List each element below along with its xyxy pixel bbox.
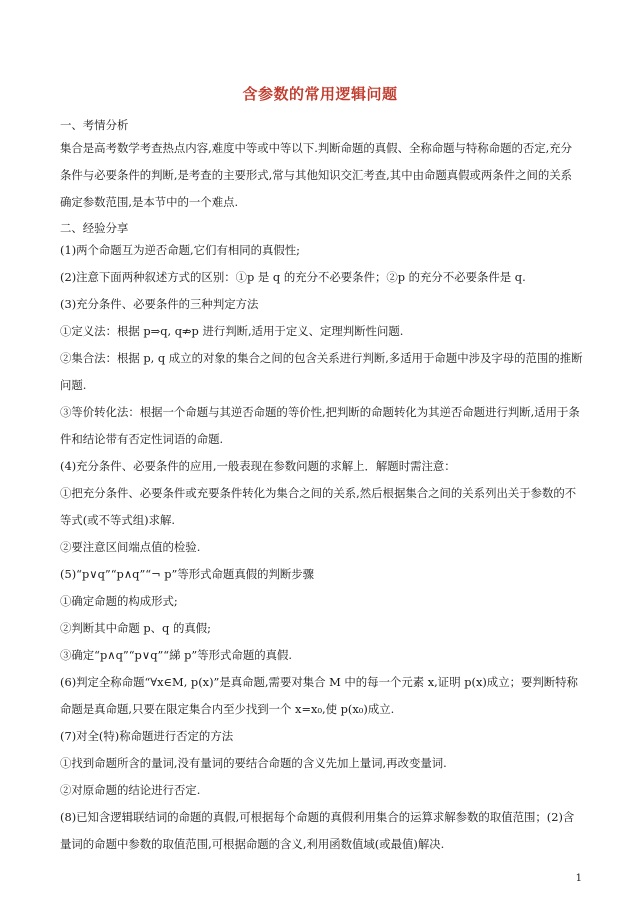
- list-item: ③等价转化法：根据一个命题与其逆否命题的等价性,把判断的命题转化为其逆否命题进行判断,适用于条: [60, 405, 580, 419]
- list-item: ①确定命题的构成形式;: [60, 594, 178, 608]
- list-item: (8)已知含逻辑联结词的命题的真假,可根据每个命题的真假利用集合的运算求解参数的取值范围；(2)含: [60, 810, 575, 824]
- analysis-line: 确定参数范围,是本节中的一个难点.: [60, 195, 239, 209]
- list-item: 问题.: [60, 378, 87, 392]
- list-item: 等式(或不等式组)求解.: [60, 513, 176, 527]
- page-title: 含参数的常用逻辑问题: [242, 85, 398, 103]
- list-item: 件和结论带有否定性词语的命题.: [60, 432, 224, 446]
- list-item: (6)判定全称命题“∀x∈M, p(x)”是真命题,需要对集合 M 中的每一个元素 x,证明 p(x)成立；要判断特称: [60, 675, 578, 689]
- page-number: 1: [575, 873, 582, 884]
- list-item: (5)“p∨q”“p∧q”“¬ p”等形式命题真假的判断步骤: [60, 567, 315, 581]
- list-item: (4)充分条件、必要条件的应用,一般表现在参数问题的求解上．解题时需注意：: [60, 459, 456, 473]
- section-heading-experience: 二、经验分享: [60, 221, 129, 235]
- list-item: 命题是真命题,只要在限定集合内至少找到一个 x=x₀,使 p(x₀)成立.: [60, 702, 395, 716]
- experience-list: [60, 237, 582, 858]
- section-heading-analysis: 一、考情分析: [60, 118, 129, 132]
- list-item: (1)两个命题互为逆否命题,它们有相同的真假性;: [60, 243, 301, 257]
- list-item: (2)注意下面两种叙述方式的区别：①p 是 q 的充分不必要条件；②p 的充分不必要条件是 q.: [60, 270, 526, 284]
- list-item: ②对原命题的结论进行否定.: [60, 783, 201, 797]
- list-item: ②要注意区间端点值的检验.: [60, 540, 201, 554]
- analysis-line: 集合是高考数学考查热点内容,难度中等或中等以下.判断命题的真假、全称命题与特称命题的否定,充分: [60, 141, 573, 155]
- list-item: ②集合法：根据 p, q 成立的对象的集合之间的包含关系进行判断,多适用于命题中涉及字母的范围的推断: [60, 351, 583, 365]
- list-item: ②判断其中命题 p、q 的真假;: [60, 621, 211, 635]
- analysis-paragraph: [60, 135, 582, 216]
- list-item: (3)充分条件、必要条件的三种判定方法: [60, 297, 259, 311]
- list-item: ③确定“p∧q”“p∨q”“綈 p”等形式命题的真假.: [60, 648, 293, 662]
- list-item: ①找到命题所含的量词,没有量词的要结合命题的含义先加上量词,再改变量词.: [60, 756, 447, 770]
- list-item: (7)对全(特)称命题进行否定的方法: [60, 729, 234, 743]
- analysis-line: 条件与必要条件的判断,是考查的主要形式,常与其他知识交汇考查,其中由命题真假或两条件之间的关系: [60, 168, 573, 182]
- list-item: ①定义法：根据 p⇒q, q⇏p 进行判断,适用于定义、定理判断性问题.: [60, 324, 404, 338]
- list-item: 量词的命题中参数的取值范围,可根据命题的含义,利用函数值域(或最值)解决.: [60, 837, 445, 851]
- list-item: ①把充分条件、必要条件或充要条件转化为集合之间的关系,然后根据集合之间的关系列出关于参数的不: [60, 486, 577, 500]
